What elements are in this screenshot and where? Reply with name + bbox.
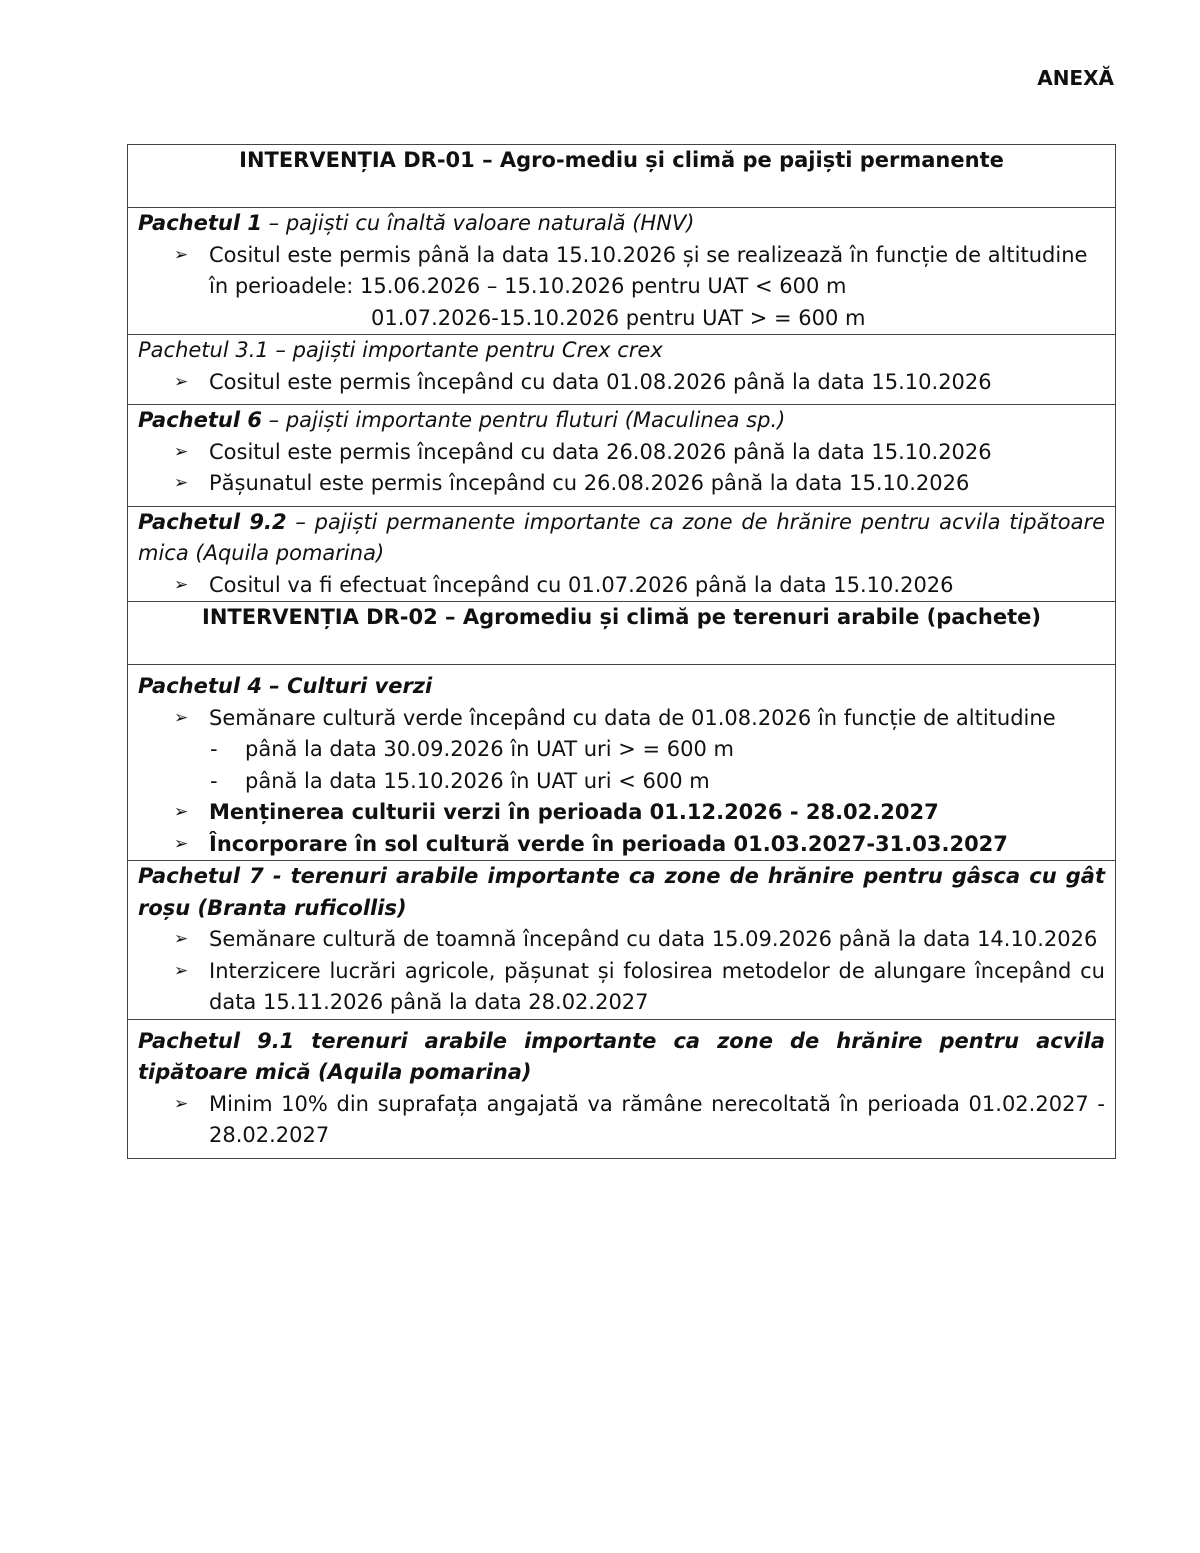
package-4-dash-2: - până la data 15.10.2026 în UAT uri < 600 m (210, 766, 1105, 798)
arrow-bullet-icon: ➢ (174, 244, 189, 265)
arrow-bullet-icon: ➢ (174, 833, 189, 854)
package-1-period-2: 01.07.2026-15.10.2026 pentru UAT > = 600 m (371, 305, 866, 330)
package-6-title: Pachetul 6 – pajiști importante pentru fluturi (Maculinea sp.) (138, 408, 786, 432)
package-9-1-bullet: ➢ Minim 10% din suprafața angajată va rămâne nerecoltată în perioada 01.02.2027 - 28.02.2027 (174, 1089, 1105, 1152)
package-3-1-title: Pachetul 3.1 – pajiști importante pentru Crex crex (138, 338, 663, 362)
package-6-bullet-2: ➢ Pășunatul este permis începând cu 26.08.2026 până la data 15.10.2026 (174, 468, 1105, 500)
dash-bullet-icon: - (210, 737, 218, 761)
package-1-rule: Cositul este permis până la data 15.10.2026 și se realizează în funcție de altitudine (209, 242, 1088, 267)
dr02-header (128, 602, 1116, 665)
package-7-bullet-2: ➢ Interzicere lucrări agricole, pășunat și folosirea metodelor de alungare începând cu data 15.11.2026 până la data 28.02.2027 (174, 956, 1105, 1019)
arrow-bullet-icon: ➢ (174, 574, 189, 595)
arrow-bullet-icon: ➢ (174, 960, 189, 981)
arrow-bullet-icon: ➢ (174, 707, 189, 728)
arrow-bullet-icon: ➢ (174, 1093, 189, 1114)
package-3-1-bullet: ➢ Cositul este permis începând cu data 01.08.2026 până la data 15.10.2026 (174, 367, 1105, 399)
package-6-bullet-1: ➢ Cositul este permis începând cu data 26.08.2026 până la data 15.10.2026 (174, 437, 1105, 469)
package-3-1-cell (128, 335, 1116, 405)
package-9-2-title: Pachetul 9.2 – pajiști permanente importante ca zone de hrănire pentru acvila tipătoare mica (Aquila pomarina) (138, 509, 1105, 565)
dr02-title: INTERVENȚIA DR-02 – Agromediu și climă pe terenuri arabile (pachete) (202, 605, 1041, 629)
package-9-1-title: Pachetul 9.1 terenuri arabile importante ca zone de hrănire pentru acvila tipătoare mică (Aquila pomarina) (138, 1028, 1105, 1084)
package-9-2-bullet: ➢ Cositul va fi efectuat începând cu 01.07.2026 până la data 15.10.2026 (174, 570, 1105, 602)
arrow-bullet-icon: ➢ (174, 371, 189, 392)
dr01-title: INTERVENȚIA DR-01 – Agro-mediu și climă pe pajiști permanente (239, 148, 1004, 172)
arrow-bullet-icon: ➢ (174, 441, 189, 462)
package-4-bullet-1: ➢ Semănare cultură verde începând cu data de 01.08.2026 în funcție de altitudine (174, 703, 1105, 735)
arrow-bullet-icon: ➢ (174, 473, 189, 493)
annex-title: ANEXĂ (1037, 66, 1114, 90)
package-1-period-1: în perioadele: 15.06.2026 – 15.10.2026 pentru UAT < 600 m (209, 274, 847, 298)
package-1-title: Pachetul 1 – pajiști cu înaltă valoare naturală (HNV) (138, 211, 695, 235)
dash-bullet-icon: - (210, 768, 218, 793)
dr01-header (128, 145, 1116, 208)
package-1-bullet (174, 240, 1105, 303)
package-7-bullet-1: ➢ Semănare cultură de toamnă începând cu data 15.09.2026 până la data 14.10.2026 (174, 924, 1105, 956)
package-4-cell (128, 665, 1116, 861)
arrow-bullet-icon: ➢ (174, 929, 189, 949)
package-7-cell (128, 861, 1116, 1020)
package-4-title: Pachetul 4 – Culturi verzi (138, 674, 433, 698)
package-4-dash-1: - până la data 30.09.2026 în UAT uri > = 600 m (210, 734, 1105, 766)
arrow-bullet-icon: ➢ (174, 802, 189, 822)
package-4-bullet-2: ➢ Menținerea culturii verzi în perioada 01.12.2026 - 28.02.2027 (174, 797, 1105, 829)
interventions-table (127, 144, 1116, 1159)
package-4-bullet-3: ➢ Încorporare în sol cultură verde în perioada 01.03.2027-31.03.2027 (174, 829, 1105, 861)
package-7-title: Pachetul 7 - terenuri arabile importante ca zone de hrănire pentru gâsca cu gât roșu (Branta ruficollis) (138, 864, 1105, 920)
package-9-1-cell (128, 1019, 1116, 1158)
package-6-cell (128, 405, 1116, 507)
package-9-2-cell (128, 506, 1116, 602)
package-1-cell (128, 208, 1116, 335)
